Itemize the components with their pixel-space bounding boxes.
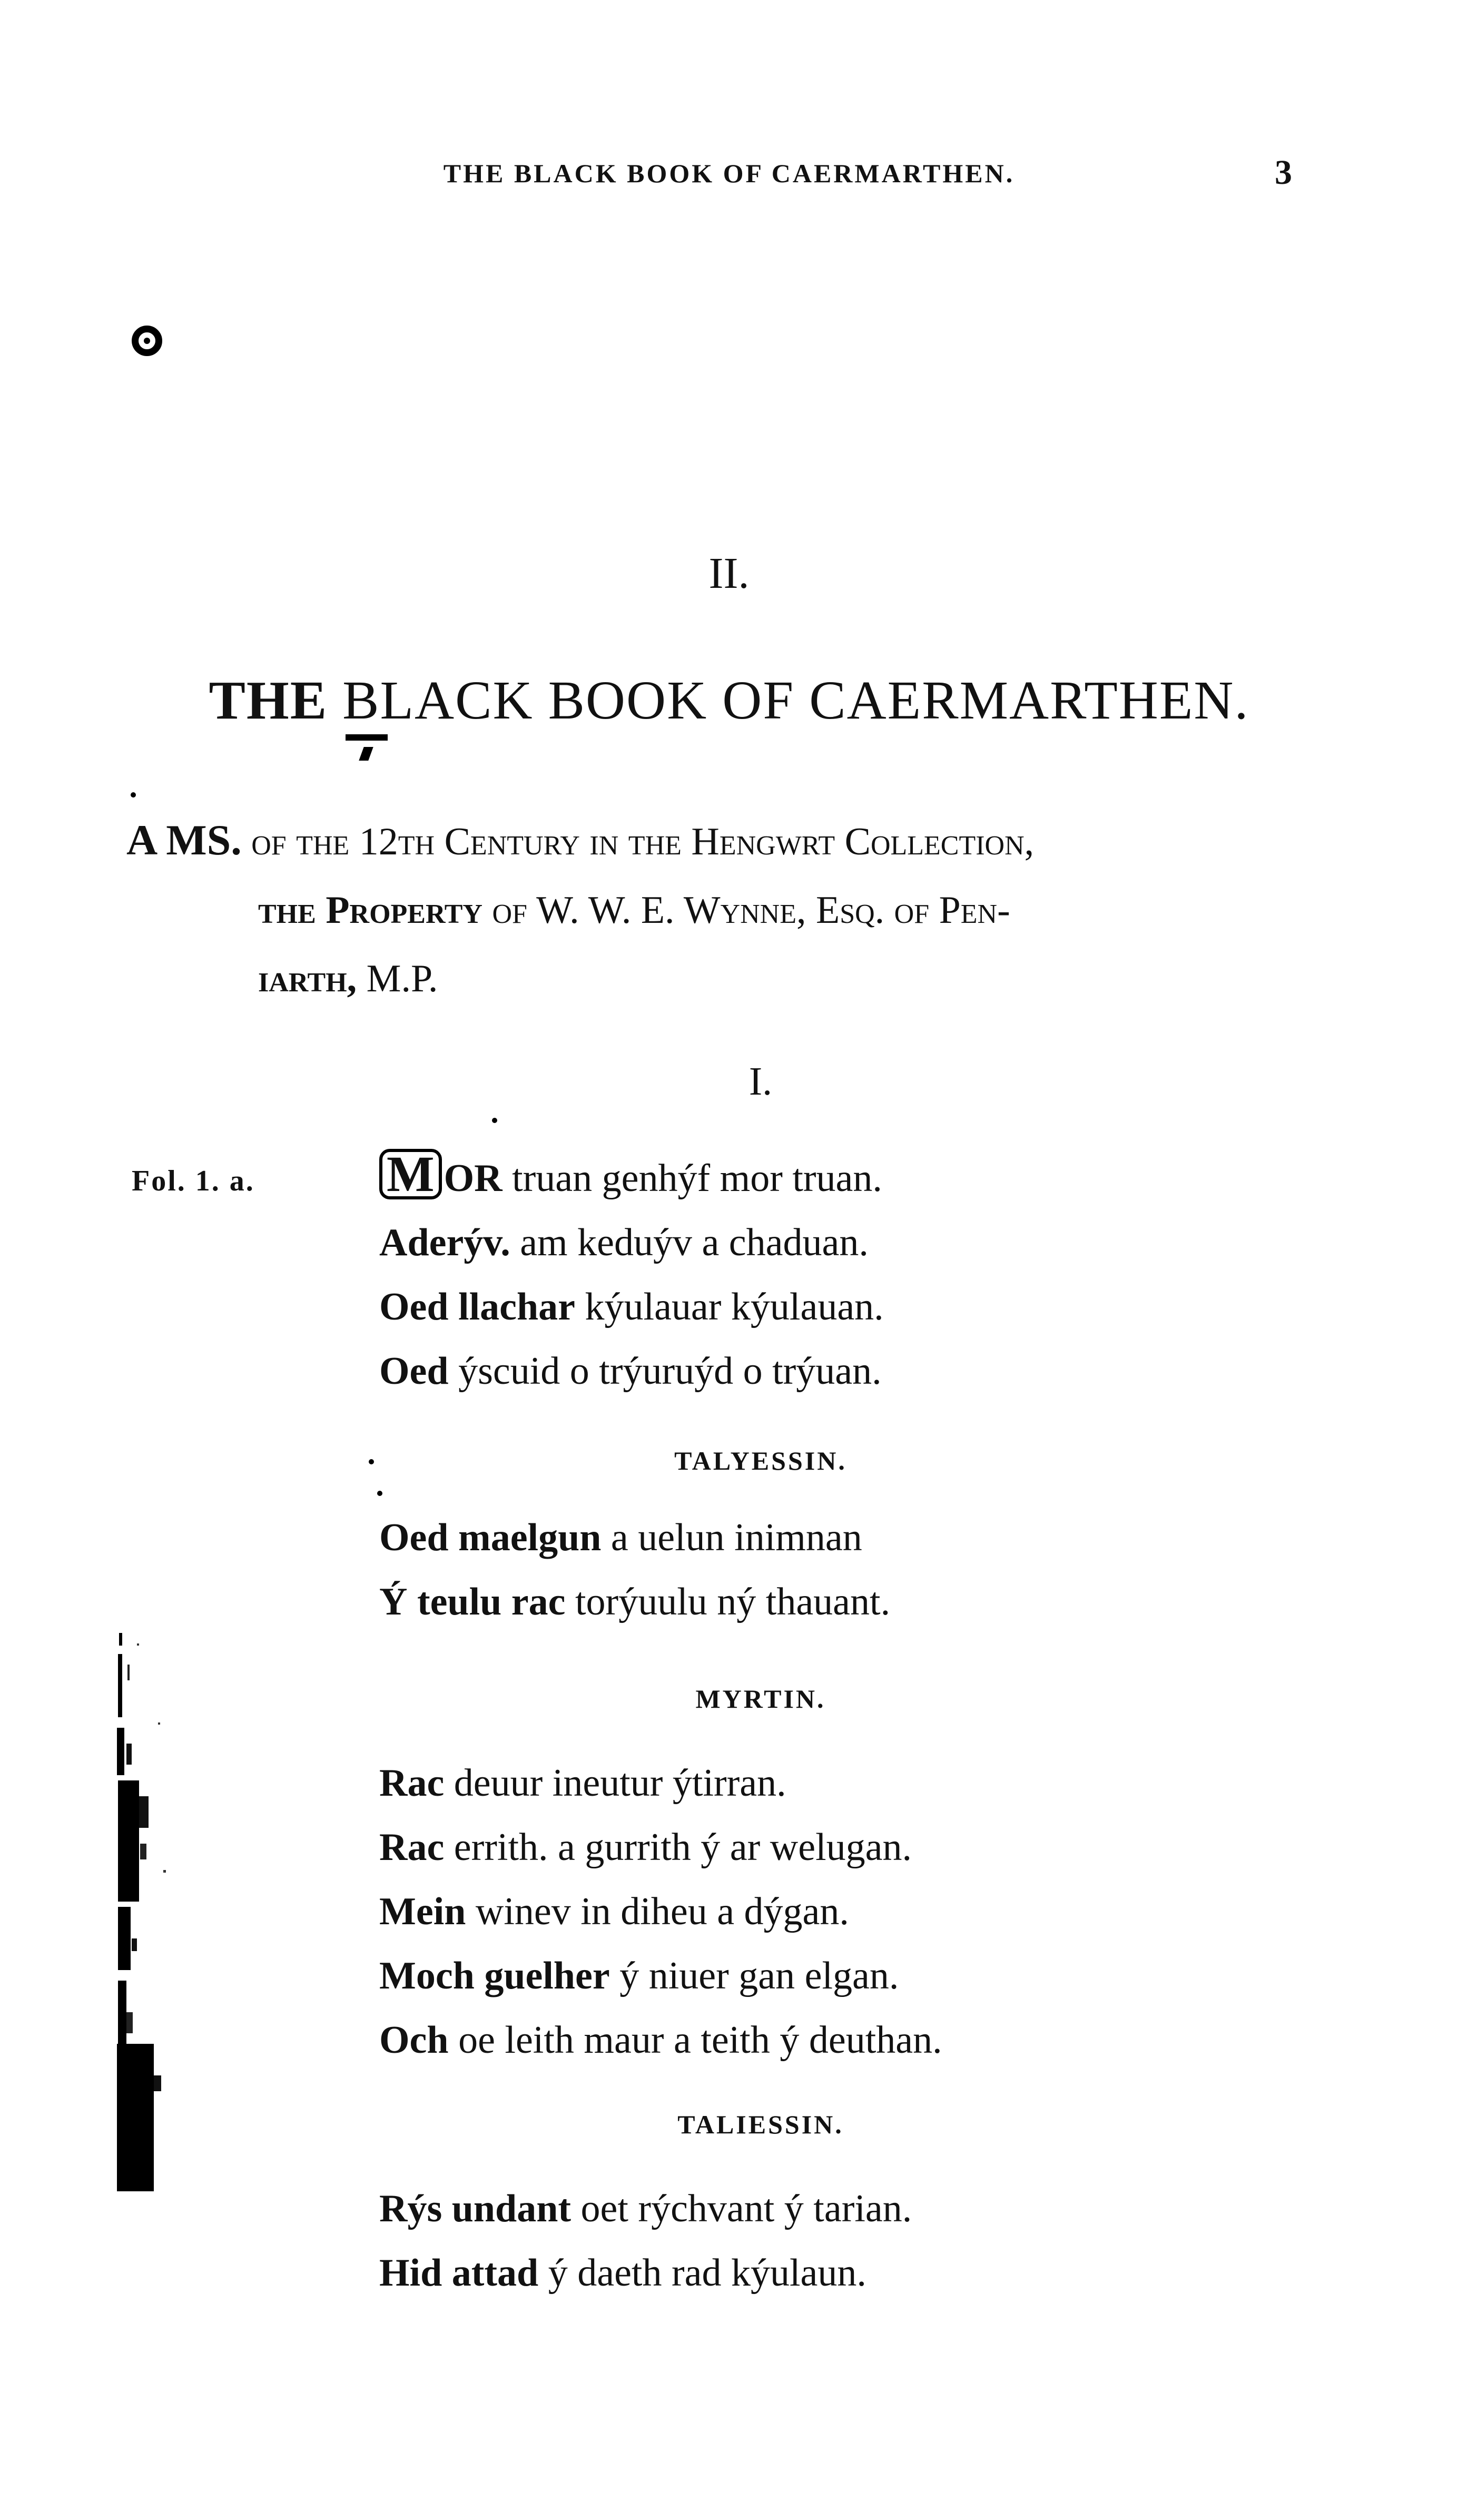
- verse-text: ýscuid o trýuruýd o trýuan.: [448, 1350, 882, 1393]
- subtitle: [126, 806, 1296, 1013]
- verse-lead: Aderýv.: [379, 1221, 510, 1264]
- verse-lead: Rýs undant: [379, 2187, 572, 2230]
- subtitle-line-1: [126, 806, 1296, 876]
- verse-lead: OR: [444, 1157, 503, 1200]
- circle-ornament-icon: [132, 326, 162, 356]
- verse-text: am keduýv a chaduan.: [510, 1221, 869, 1264]
- verse-text: errith. a gurrith ý ar welugan.: [444, 1826, 912, 1869]
- verse-line: [379, 1569, 890, 1635]
- verse-line: [379, 2176, 912, 2242]
- section-number: I.: [748, 1059, 773, 1104]
- verse-lead: Oed llachar: [379, 1285, 576, 1328]
- drop-cap: M: [379, 1149, 442, 1199]
- verse-text: winev in diheu a dýgan.: [466, 1890, 849, 1933]
- verse-line: [379, 1750, 786, 1816]
- title-accent-mark: [359, 747, 373, 761]
- verse-lead: Moch guelher: [379, 1954, 610, 1997]
- main-title: [0, 669, 1458, 732]
- speaker-heading: TALIESSIN.: [677, 2110, 844, 2139]
- subtitle-line-3-rest: M.P.: [357, 957, 438, 1000]
- verse-line: [379, 2240, 866, 2306]
- subtitle-line-2-rest: of W. W. E. Wynne, Esq. of Pen-: [482, 889, 1010, 932]
- scan-edge-artifact: [116, 1622, 179, 2202]
- subtitle-property: Property: [316, 889, 482, 932]
- page-number: 3: [1275, 153, 1292, 192]
- main-title-rest: BLACK BOOK OF CAERMARTHEN.: [328, 670, 1249, 731]
- verse-lead: Och: [379, 2019, 449, 2062]
- verse-text: torýuulu ný thauant.: [565, 1580, 891, 1623]
- subtitle-line-2: [126, 876, 1296, 944]
- verse-lead: Rac: [379, 1761, 445, 1805]
- verse-lead: Ý teulu rac: [379, 1580, 566, 1623]
- verse-line: [379, 1338, 882, 1404]
- subtitle-lead: A MS.: [126, 816, 242, 864]
- verse-line: [379, 1943, 899, 2009]
- stray-dot: [369, 1459, 374, 1464]
- verse-text: deuur ineutur ýtirran.: [444, 1761, 786, 1805]
- verse-text: kýulauar kýulauan.: [575, 1285, 884, 1328]
- verse-lead: Hid attad: [379, 2251, 539, 2295]
- part-number: II.: [708, 549, 750, 598]
- verse-lead: Oed maelgun: [379, 1516, 602, 1559]
- speaker-heading: TALYESSIN.: [674, 1446, 847, 1475]
- verse-line: [379, 1145, 882, 1212]
- verse-line: [379, 1878, 849, 1945]
- verse-text: ý daeth rad kýulaun.: [538, 2251, 866, 2295]
- verse-text: a uelun inimnan: [601, 1516, 862, 1559]
- subtitle-iarth: iarth,: [258, 957, 357, 1000]
- title-underline-mark: [346, 734, 388, 741]
- verse-line: [379, 2007, 942, 2073]
- verse-text: oet rýchvant ý tarian.: [571, 2187, 912, 2230]
- verse-line: [379, 1274, 884, 1340]
- subtitle-line-1-rest: of the 12th Century in the Hengwrt Collection,: [241, 820, 1035, 863]
- stray-dot: [377, 1491, 382, 1496]
- verse-lead: Mein: [379, 1890, 466, 1933]
- verse-text: oe leith maur a teith ý deuthan.: [448, 2019, 942, 2062]
- verse-lead: Oed: [379, 1350, 449, 1393]
- subtitle-the: the: [258, 889, 316, 932]
- subtitle-line-3: [126, 944, 1296, 1013]
- folio-reference: Fol. 1. a.: [132, 1165, 255, 1197]
- speaker-heading: MYRTIN.: [695, 1684, 826, 1714]
- verse-text: ý niuer gan elgan.: [609, 1954, 899, 1997]
- stray-dot: [131, 792, 136, 798]
- running-head: THE BLACK BOOK OF CAERMARTHEN.: [443, 159, 1015, 188]
- main-title-the: THE: [209, 670, 328, 731]
- verse-lead: Rac: [379, 1826, 445, 1869]
- stray-dot: [492, 1118, 497, 1123]
- verse-line: [379, 1504, 862, 1571]
- verse-line: [379, 1209, 869, 1276]
- verse-line: [379, 1814, 912, 1881]
- verse-text: truan genhýf mor truan.: [502, 1157, 882, 1200]
